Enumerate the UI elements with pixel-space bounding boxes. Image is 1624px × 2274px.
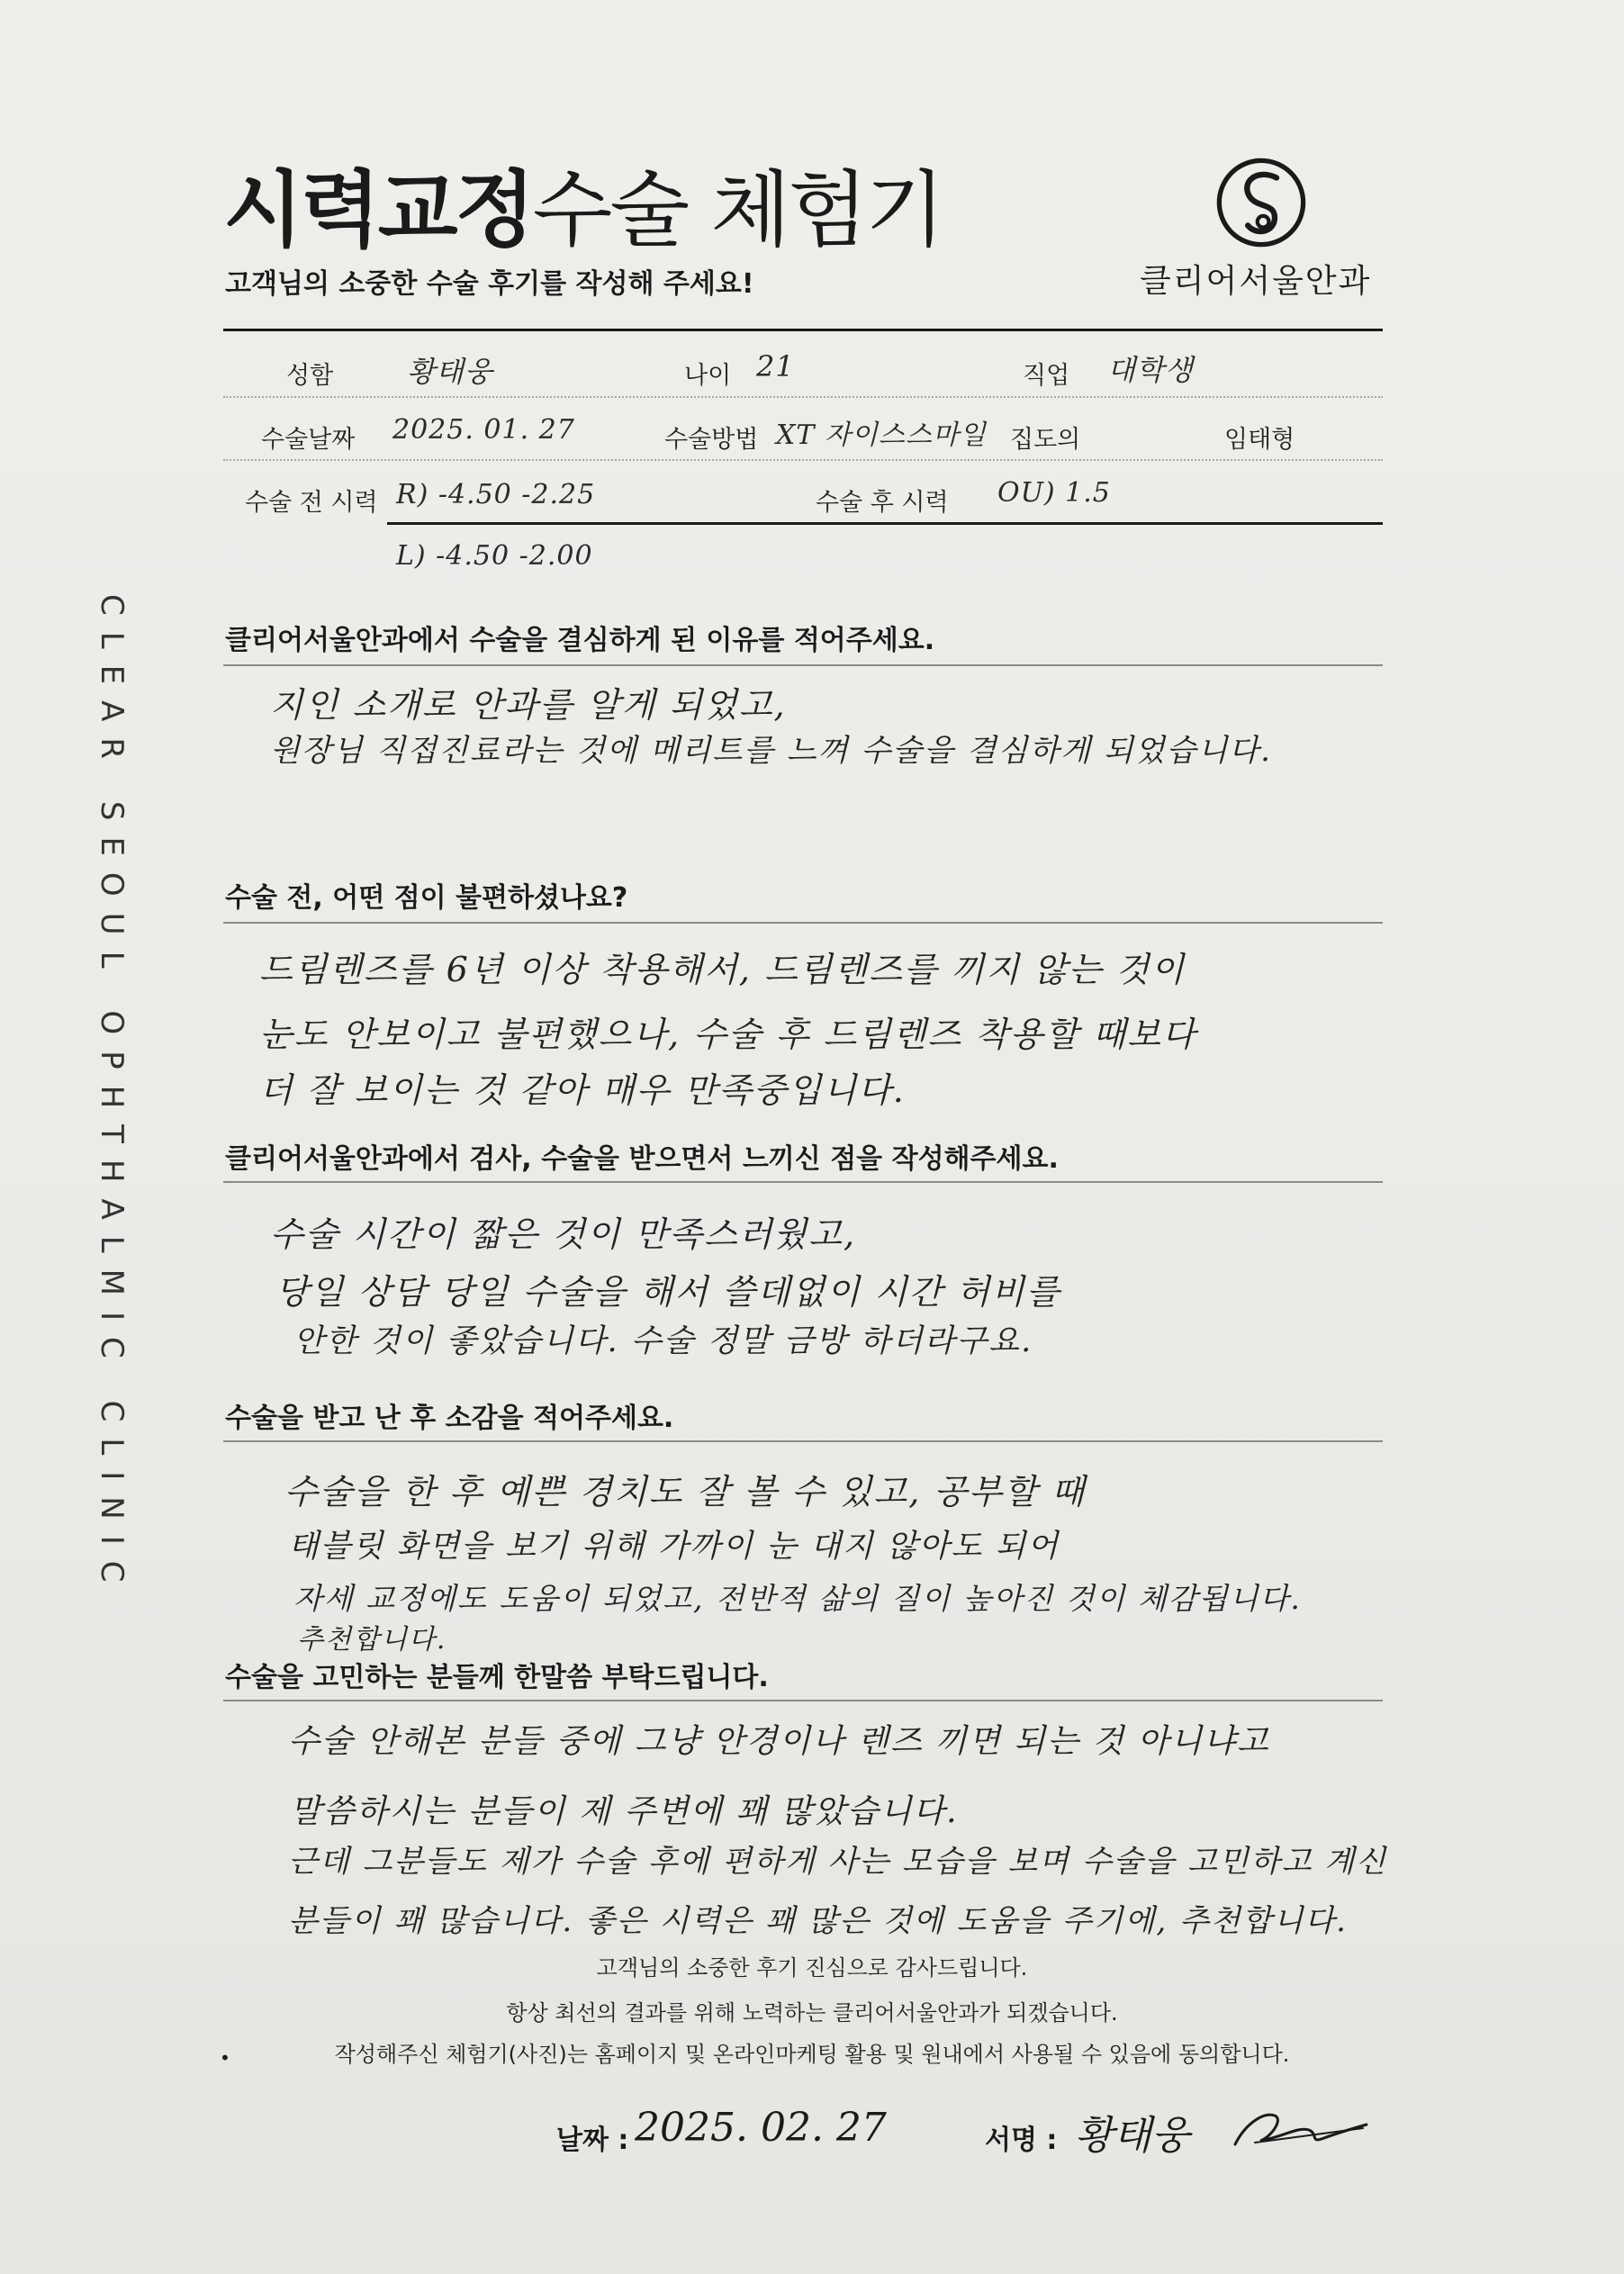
- answer-line: 근데 그분들도 제가 수술 후에 편하게 사는 모습을 보며 수술을 고민하고 계신: [288, 1844, 1388, 1880]
- sign-date-label: 날짜 :: [556, 2125, 629, 2156]
- info-bottom-rule: [387, 522, 1383, 525]
- pre-vision-right: R) -4.50 -2.25: [396, 479, 596, 510]
- surgeon-value: 임태형: [1224, 426, 1295, 454]
- job-label: 직업: [1023, 362, 1070, 390]
- clinic-logo-icon: [1213, 155, 1309, 250]
- answer-line: 지인 소개로 안과를 알게 되었고,: [270, 685, 787, 725]
- answer-line: 더 잘 보이는 것 같아 매우 만족중입니다.: [259, 1070, 906, 1110]
- answer-line: 자세 교정에도 도움이 되었고, 전반적 삶의 질이 높아진 것이 체감됩니다.: [293, 1581, 1302, 1616]
- date-label: 수술날짜: [261, 426, 356, 454]
- question-rule: [223, 1181, 1383, 1183]
- footer-consent: 작성해주신 체험기(사진)는 홈페이지 및 온라인마케팅 활용 및 원내에서 사용될 수 있음에 동의합니다.: [334, 2042, 1290, 2067]
- question-rule: [223, 922, 1383, 924]
- info-row-divider: [223, 396, 1383, 398]
- answer-line: 수술 안해본 분들 중에 그냥 안경이나 렌즈 끼면 되는 것 아니냐고: [288, 1723, 1270, 1760]
- info-row-divider: [223, 459, 1383, 461]
- title-light: 수술 체험기: [532, 162, 943, 258]
- surgeon-label: 집도의: [1010, 426, 1081, 454]
- signature-label: 서명 :: [985, 2125, 1058, 2156]
- question-rule: [223, 1700, 1383, 1701]
- method-value: XT 자이스스마일: [776, 420, 987, 451]
- age-label: 나이: [684, 362, 732, 390]
- question-impressions: 수술을 받고 난 후 소감을 적어주세요.: [225, 1403, 674, 1434]
- pre-vision-label: 수술 전 시력: [245, 489, 378, 517]
- info-top-rule: [223, 329, 1383, 331]
- method-label: 수술방법: [664, 426, 759, 454]
- name-label: 성함: [286, 362, 334, 390]
- footer-bullet: •: [220, 2047, 230, 2069]
- answer-line: 원장님 직접진료라는 것에 메리트를 느껴 수술을 결심하게 되었습니다.: [270, 733, 1272, 769]
- sign-date-value: 2025. 02. 27: [635, 2105, 887, 2151]
- footer-thanks: 고객님의 소중한 후기 진심으로 감사드립니다.: [596, 1955, 1028, 1981]
- question-reason: 클리어서울안과에서 수술을 결심하게 된 이유를 적어주세요.: [225, 625, 935, 656]
- question-advice: 수술을 고민하는 분들께 한말씀 부탁드립니다.: [225, 1662, 769, 1693]
- answer-line: 태블릿 화면을 보기 위해 가까이 눈 대지 않아도 되어: [288, 1529, 1060, 1565]
- clinic-name: 클리어서울안과: [1140, 263, 1372, 300]
- post-vision-label: 수술 후 시력: [816, 489, 949, 517]
- date-value: 2025. 01. 27: [392, 414, 575, 446]
- question-rule: [223, 664, 1383, 666]
- footer-promise: 항상 최선의 결과를 위해 노력하는 클리어서울안과가 되겠습니다.: [506, 2000, 1118, 2026]
- question-inconvenience: 수술 전, 어떤 점이 불편하셨나요?: [225, 882, 628, 914]
- vertical-clinic-text: CLEAR SEOUL OPHTHALMIC CLINIC: [94, 594, 130, 1599]
- handwritten-signature: [1228, 2096, 1372, 2159]
- answer-line: 말씀하시는 분들이 제 주변에 꽤 많았습니다.: [290, 1793, 959, 1830]
- title-bold: 시력교정: [223, 162, 533, 258]
- answer-line: 당일 상담 당일 수술을 해서 쓸데없이 시간 허비를: [275, 1272, 1061, 1312]
- answer-line: 안한 것이 좋았습니다. 수술 정말 금방 하더라구요.: [293, 1323, 1033, 1359]
- post-vision-value: OU) 1.5: [997, 477, 1111, 509]
- answer-line: 분들이 꽤 많습니다. 좋은 시력은 꽤 많은 것에 도움을 주기에, 추천합니다.: [288, 1903, 1348, 1939]
- answer-line: 수술을 한 후 예쁜 경치도 잘 볼 수 있고, 공부할 때: [284, 1472, 1087, 1511]
- answer-line: 수술 시간이 짧은 것이 만족스러웠고,: [270, 1214, 857, 1254]
- answer-line: 눈도 안보이고 불편했으나, 수술 후 드림렌즈 착용할 때보다: [259, 1015, 1197, 1054]
- job-value: 대학생: [1107, 353, 1194, 387]
- signature-name: 황태웅: [1075, 2113, 1190, 2159]
- question-experience: 클리어서울안과에서 검사, 수술을 받으면서 느끼신 점을 작성해주세요.: [225, 1143, 1059, 1175]
- form-title: [223, 144, 943, 263]
- answer-line: 추천합니다.: [297, 1624, 447, 1656]
- name-value: 황태웅: [407, 355, 493, 389]
- answer-line: 드림렌즈를 6년 이상 착용해서, 드림렌즈를 끼지 않는 것이: [259, 950, 1186, 989]
- age-value: 21: [756, 349, 795, 384]
- pre-vision-left: L) -4.50 -2.00: [396, 540, 593, 572]
- question-rule: [223, 1440, 1383, 1442]
- form-subtitle: 고객님의 소중한 수술 후기를 작성해 주세요!: [225, 268, 754, 300]
